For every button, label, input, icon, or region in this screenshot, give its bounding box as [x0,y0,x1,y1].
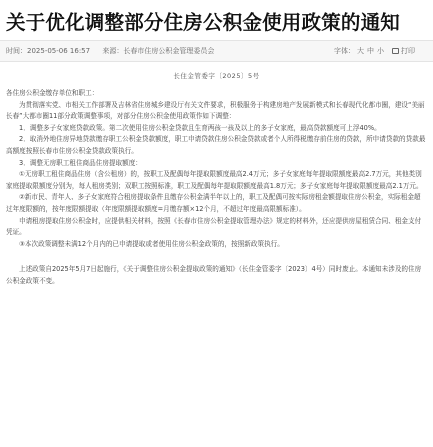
meta-right [334,41,425,61]
font-size-label: 字体： [334,47,355,55]
font-small-button[interactable]: 小 [377,47,384,55]
print-button[interactable] [392,47,425,55]
print-label: 打印 [401,47,415,55]
body-paragraph: ②新市民、青年人、多子女家庭符合租房提取条件且缴存公积金满半年以上的，职工及配偶可按实际房租金额提取住房公积金，实际租金超过年度限额的，按年度限额提取（年度限额提取额度=月缴存额×12个月，不超过年度最高限额标准）。 [6,193,421,213]
body-paragraph: 2．取消外地住房异地贷款缴存职工公积金贷款额度，职工申请贷款住房公积金贷款或者个人所得税缴存前住房的贷款，所申请贷款的贷款最高额度按照长春市住房公积金贷款政策执行。 [6,135,426,155]
font-large-button[interactable]: 大 [357,47,364,55]
meta-bar [0,40,433,62]
paragraph-gap [6,250,426,264]
printer-icon [392,48,399,54]
body-paragraph: ③本次政策调整未满12个月内的已申请提取或者使用住房公积金政策的，按照新政策执行。 [19,239,284,248]
body-paragraph: 1．调整多子女家庭贷款政策。第二次使用住房公积金贷款且生育两孩一孩及以上的多子女家庭，最高贷款额度可上浮40%。 [19,123,381,132]
document-number: 长住金管委字〔2025〕5号 [173,72,260,80]
body-paragraph: 申请租房提取住房公积金时，应提供相关材料，按照《长春市住房公积金提取管理办法》规定的材料外，还应提供房屋租赁合同、租金支付凭证。 [6,216,422,237]
article-body [6,88,426,288]
body-paragraph: 为贯彻落实党、市相关工作部署及吉林省住房城乡建设厅有关文件要求，积极服务于构建房地产发展新模式和长春现代化都市圈，建设“美丽长春”大都市圈11部分政策调整事项，对部分住房公积金使用政策作如下调整： [6,100,425,121]
body-paragraph: 上述政策自2025年5月7日起施行，《关于调整住房公积金提取政策的通知》（长住金管委字〔2023〕4号）同时废止。本通知未涉及的住房公积金政策不变。 [6,265,422,285]
font-medium-button[interactable]: 中 [367,47,374,55]
meta-left [6,41,224,61]
publish-time: 时间：2025-05-06 16:57 [6,47,91,55]
body-paragraph: ①无房职工租住商品住房（含公租房）的，按职工及配偶每年提取限额度最高2.4万元；多子女家庭每年提取限额度最高2.7万元，其他类别家庭提取限额度分别为，每人租房类别；双职工按照标准，职工及配偶每年提取限额度最高1.8万元；多子女家庭每年提取限额度最高2.1万元。 [6,170,423,190]
body-paragraph: 各住房公积金缴存单位和职工： [6,89,99,97]
page-title: 关于优化调整部分住房公积金使用政策的通知 [6,11,401,34]
source-label: 来源：长春市住房公积金管理委员会 [102,47,215,55]
body-paragraph: 3．调整无房职工租住商品住房提取额度： [19,158,142,167]
